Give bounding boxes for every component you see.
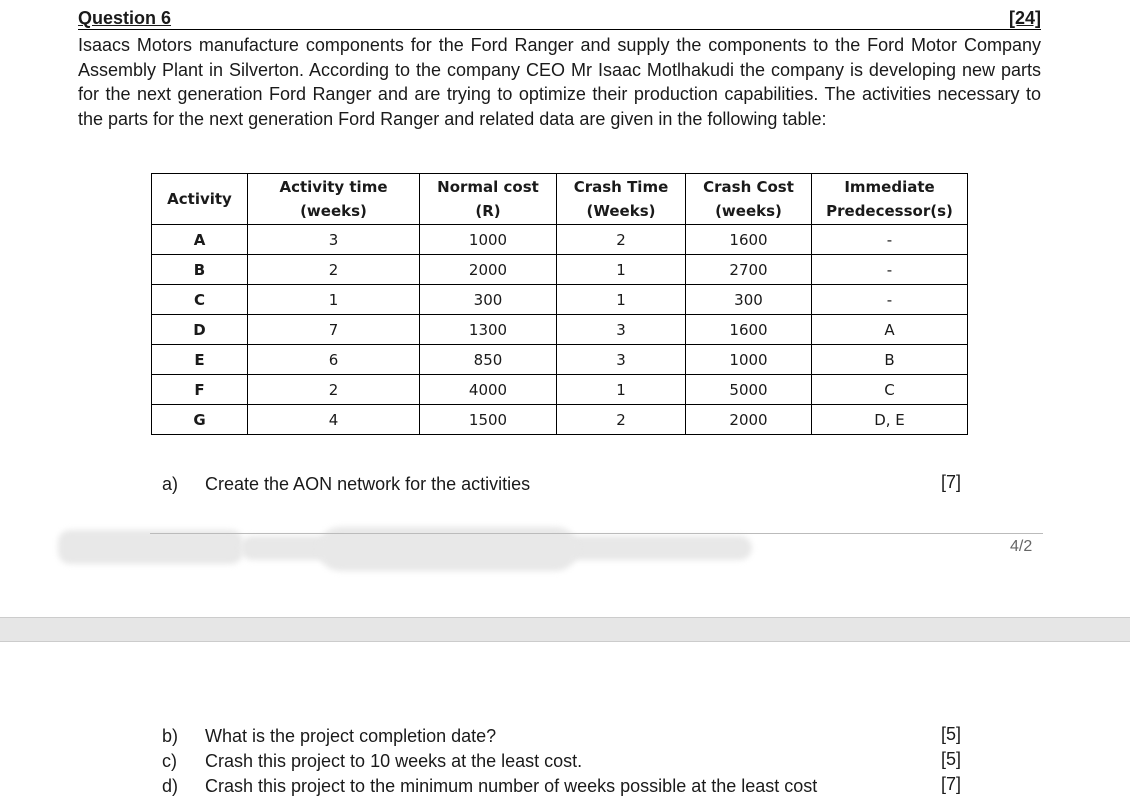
cell-activity-time: 1	[248, 285, 420, 315]
cell-crash-time: 2	[557, 225, 686, 255]
header-crash-cost: Crash Cost (weeks)	[686, 174, 812, 225]
cell-predecessors: C	[812, 375, 968, 405]
cell-normal-cost: 4000	[420, 375, 557, 405]
cell-normal-cost: 850	[420, 345, 557, 375]
question-marks: [24]	[1008, 8, 1041, 28]
part-text: What is the project completion date?	[205, 726, 497, 746]
cell-predecessors: -	[812, 285, 968, 315]
part-label: b)	[162, 726, 179, 746]
cell-crash-time: 1	[557, 255, 686, 285]
header-activity-time: Activity time (weeks)	[248, 174, 420, 225]
cell-predecessors: B	[812, 345, 968, 375]
table-row	[152, 315, 968, 345]
page-number: 4/2	[1010, 538, 1033, 555]
table-row	[152, 225, 968, 255]
part-b-marks: [5]	[941, 724, 962, 744]
part-a-marks: [7]	[941, 472, 962, 492]
cell-predecessors: -	[812, 255, 968, 285]
cell-predecessors: D, E	[812, 405, 968, 435]
cell-crash-time: 2	[557, 405, 686, 435]
cell-activity-time: 2	[248, 255, 420, 285]
cell-activity: A	[152, 225, 248, 255]
cell-activity: G	[152, 405, 248, 435]
cell-normal-cost: 300	[420, 285, 557, 315]
part-label: d)	[162, 776, 179, 796]
part-c-marks: [5]	[941, 749, 962, 769]
table-row	[152, 285, 968, 315]
page-break-gap	[0, 617, 1130, 642]
cell-crash-cost: 2000	[686, 405, 812, 435]
cell-activity: D	[152, 315, 248, 345]
cell-activity: F	[152, 375, 248, 405]
cell-activity: B	[152, 255, 248, 285]
table-row	[152, 255, 968, 285]
header-activity: Activity	[152, 174, 248, 225]
question-header	[78, 8, 1041, 30]
table-header-row	[152, 174, 968, 225]
cell-activity-time: 6	[248, 345, 420, 375]
part-text: Crash this project to 10 weeks at the least cost.	[205, 751, 583, 771]
cell-crash-cost: 5000	[686, 375, 812, 405]
cell-normal-cost: 1300	[420, 315, 557, 345]
table-row	[152, 405, 968, 435]
cell-crash-time: 3	[557, 315, 686, 345]
cell-activity-time: 4	[248, 405, 420, 435]
part-label: a)	[162, 474, 179, 494]
cell-normal-cost: 2000	[420, 255, 557, 285]
part-text: Crash this project to the minimum number of weeks possible at the least cost	[205, 776, 818, 796]
part-label: c)	[162, 751, 177, 771]
cell-crash-cost: 1600	[686, 225, 812, 255]
cell-activity-time: 7	[248, 315, 420, 345]
cell-crash-cost: 300	[686, 285, 812, 315]
table-row	[152, 375, 968, 405]
header-crash-time: Crash Time (Weeks)	[557, 174, 686, 225]
cell-activity: C	[152, 285, 248, 315]
cell-crash-time: 3	[557, 345, 686, 375]
header-predecessors: Immediate Predecessor(s)	[812, 174, 968, 225]
cell-predecessors: -	[812, 225, 968, 255]
footer-divider	[150, 533, 1043, 534]
part-text: Create the AON network for the activities	[205, 474, 531, 494]
header-normal-cost: Normal cost (R)	[420, 174, 557, 225]
question-title: Question 6	[78, 8, 172, 28]
table-row	[152, 345, 968, 375]
cell-predecessors: A	[812, 315, 968, 345]
cell-crash-cost: 1600	[686, 315, 812, 345]
cell-crash-cost: 2700	[686, 255, 812, 285]
cell-crash-time: 1	[557, 285, 686, 315]
part-d-marks: [7]	[941, 774, 962, 794]
redacted-region	[58, 530, 243, 564]
cell-normal-cost: 1500	[420, 405, 557, 435]
cell-activity-time: 2	[248, 375, 420, 405]
cell-activity-time: 3	[248, 225, 420, 255]
cell-crash-time: 1	[557, 375, 686, 405]
cell-normal-cost: 1000	[420, 225, 557, 255]
cell-activity: E	[152, 345, 248, 375]
activity-table	[151, 173, 968, 435]
cell-crash-cost: 1000	[686, 345, 812, 375]
question-intro: Isaacs Motors manufacture components for the Ford Ranger and supply the components to the Ford Motor Company Assembly Plant in Silverton. According to the company CEO Mr Isaac Motlhakudi the company is developing new parts for the next generation Ford Ranger and are trying to optimize their production capabilities. The activities necessary to the parts for the next generation Ford Ranger and related data are given in the following table:	[78, 35, 1041, 129]
